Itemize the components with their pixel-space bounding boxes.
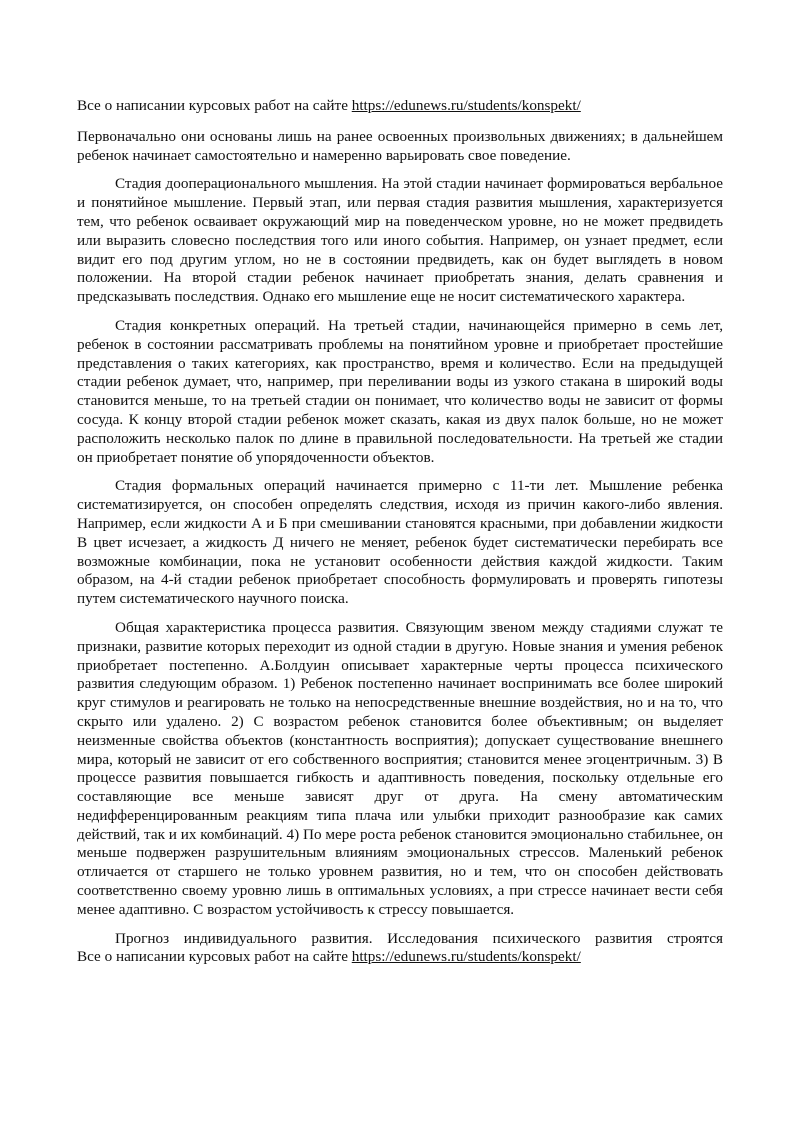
footer-link[interactable]: https://edunews.ru/students/konspekt/ [351, 948, 581, 966]
page-header [77, 97, 723, 116]
paragraph-formal-operations: Стадия формальных операций начинается примерно с 11-ти лет. Мышление ребенка систематизируется, он способен определять следствия, исходя из причин какого-либо явления. Например, если жидкости А и Б при смешивании становятся красными, при добавлении жидкости В цвет исчезает, а жидкость Д ничего не меняет, ребенок будет систематически перебирать все возможные комбинации, пока не установит особенности действия каждой жидкости. Таким образом, на 4-й стадии ребенок приобретает способность формулировать и проверять гипотезы путем систематического научного поиска. [77, 477, 723, 608]
header-prefix: Все о написании курсовых работ на сайте [77, 97, 352, 114]
paragraph-continuation: Первоначально они основаны лишь на ранее освоенных произвольных движениях; в дальнейшем ребенок начинает самостоятельно и намеренно варьировать свое поведение. [77, 127, 723, 164]
footer-prefix: Все о написании курсовых работ на сайте [77, 948, 352, 966]
page-footer [77, 948, 723, 967]
paragraph-individual-prognosis: Прогноз индивидуального развития. Исследования психического развития строятся [115, 929, 723, 947]
document-page [77, 97, 723, 967]
header-link[interactable]: https://edunews.ru/students/konspekt/ [351, 97, 581, 114]
paragraph-development-characteristics: Общая характеристика процесса развития. Связующим звеном между стадиями служат те признаки, развитие которых переходит из одной стадии в другую. Новые знания и умения ребенок приобретает постепенно. А.Болдуин описывает характерные черты процесса психического развития следующим образом. 1) Ребенок постепенно начинает воспринимать все более широкий круг стимулов и реагировать не только на непосредственные внешние воздействия, но и на то, что скрыто или удалено. 2) С возрастом ребенок становится более объективным; он выделяет неизменные свойства объектов (константность восприятия); допускает существование внешнего мира, который не зависит от его собственного восприятия; становится менее эгоцентричным. 3) В процессе развития повышается гибкость и адаптивность поведения, поскольку отдельные его составляющие все меньше зависят друг от друга. На смену автоматическим недифференцированным реакциям типа плача или улыбки приходит разнообразие как самих действий, так и их комбинаций. 4) По мере роста ребенок становится эмоционально стабильнее, он меньше подвержен разрушительным влияниям эмоциональных стрессов. Маленький ребенок отличается от старшего не только уровнем развития, но и тем, что он способен действовать соответственно своему уровню лишь в оптимальных условиях, а при стрессе начинает вести себя менее адаптивно. С возрастом устойчивость к стрессу повышается. [77, 618, 723, 918]
paragraph-preoperational-stage: Стадия дооперационального мышления. На этой стадии начинает формироваться вербальное и понятийное мышление. Первый этап, или первая стадия развития мышления, характеризуется тем, что ребенок осваивает окружающий мир на поведенческом уровне, но не может предвидеть или выразить словесно последствия того или иного события. Например, он узнает предмет, если видит его под другим углом, но не в состоянии предвидеть, как он будет выглядеть в новом положении. На второй стадии ребенок начинает приобретать знания, делать сравнения и предсказывать последствия. Однако его мышление еще не носит систематического характера. [77, 175, 723, 306]
paragraph-concrete-operations: Стадия конкретных операций. На третьей стадии, начинающейся примерно в семь лет, ребенок в состоянии рассматривать проблемы на понятийном уровне и приобретает простейшие представления о таких категориях, как пространство, время и количество. Если на предыдущей стадии ребенок думает, что, например, при переливании воды из узкого стакана в широкий воды становится меньше, то на третьей стадии он понимает, что количество воды не зависит от формы сосуда. К концу второй стадии ребенок может сказать, какая из двух палок больше, но не может расположить несколько палок по длине в правильной последовательности. На третьей же стадии он приобретает понятие об упорядоченности объектов. [77, 316, 723, 466]
